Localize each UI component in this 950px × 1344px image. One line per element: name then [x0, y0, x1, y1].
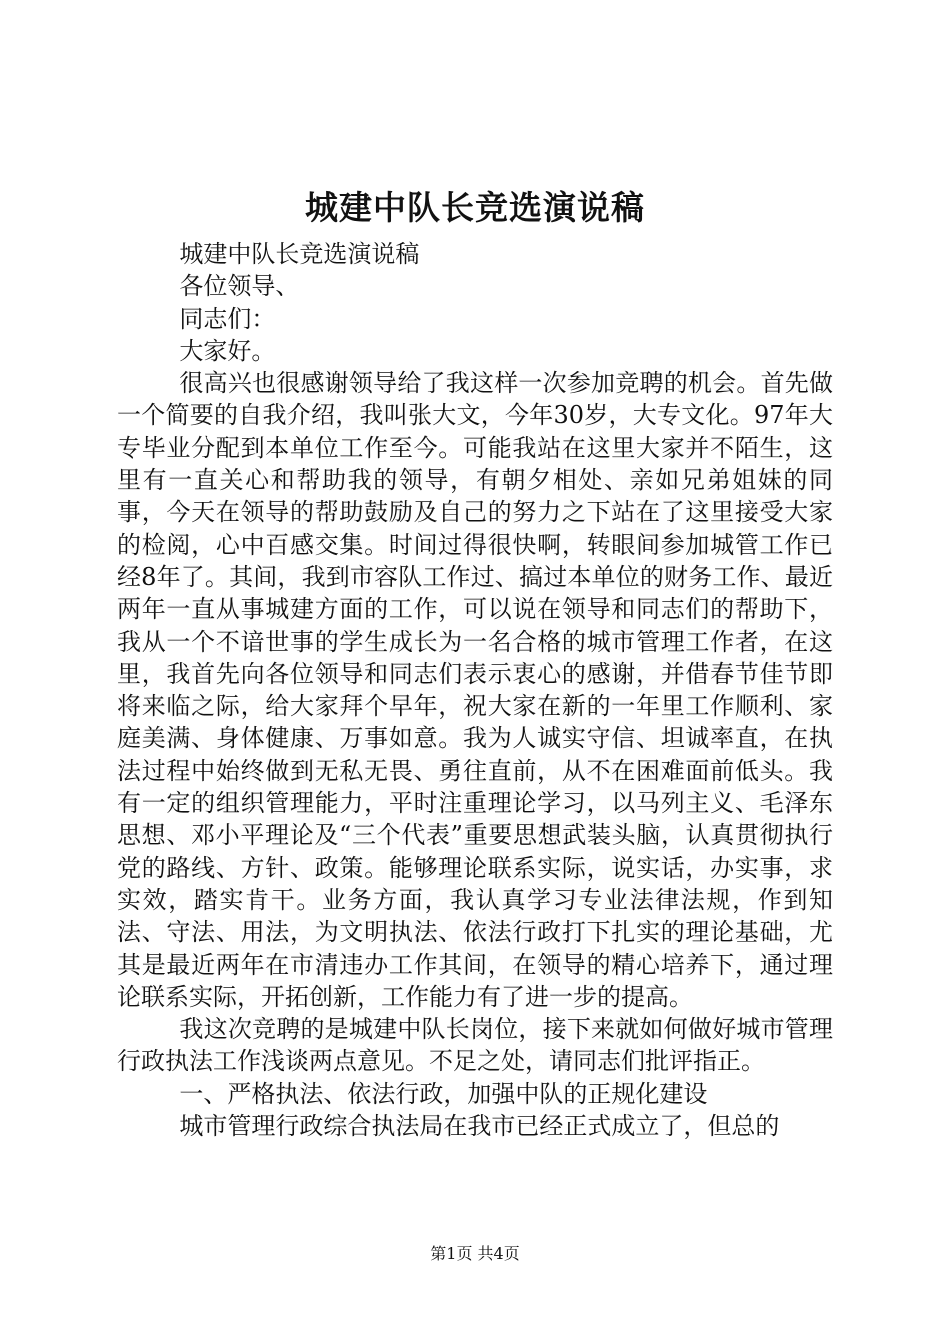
body-paragraph-position: 我这次竞聘的是城建中队长岗位，接下来就如何做好城市管理行政执法工作浅谈两点意见。不足之处，请同志们批评指正。	[117, 1015, 833, 1076]
body-paragraph-section-text: 城市管理行政综合执法局在我市已经正式成立了，但总的	[179, 1112, 780, 1141]
document-body	[117, 238, 833, 1142]
body-paragraph-introduction: 很高兴也很感谢领导给了我这样一次参加竞聘的机会。首先做一个简要的自我介绍，我叫张大文，今年30岁，大专文化。97年大专毕业分配到本单位工作至今。可能我站在这里大家并不陌生，这里有一直关心和帮助我的领导，有朝夕相处、亲如兄弟姐妹的同事，今天在领导的帮助鼓励及自己的努力之下站在了这里接受大家的检阅，心中百感交集。时间过得很快啊，转眼间参加城管工作已经8年了。其间，我到市容队工作过、搞过本单位的财务工作、最近两年一直从事城建方面的工作，可以说在领导和同志们的帮助下，我从一个不谙世事的学生成长为一名合格的城市管理工作者，在这里，我首先向各位领导和同志们表示衷心的感谢，并借春节佳节即将来临之际，给大家拜个早年，祝大家在新的一年里工作顺利、家庭美满、身体健康、万事如意。我为人诚实守信、坦诚率直，在执法过程中始终做到无私无畏、勇往直前，从不在困难面前低头。我有一定的组织管理能力，平时注重理论学习，以马列主义、毛泽东思想、邓小平理论及“三个代表”重要思想武装头脑，认真贯彻执行党的路线、方针、政策。能够理论联系实际，说实话，办实事，求实效，踏实肯干。业务方面，我认真学习专业法律法规，作到知法、守法、用法，为文明执法、依法行政打下扎实的理论基础，尤其是最近两年在市清违办工作其间，在领导的精心培养下，通过理论联系实际，开拓创新，工作能力有了进一步的提高。	[117, 369, 833, 1011]
page-number-footer: 第1页 共4页	[430, 1244, 520, 1263]
document-title: 城建中队长竞选演说稿	[305, 188, 645, 227]
body-paragraph-salutation-comrades: 同志们：	[179, 304, 276, 333]
body-paragraph-section-heading: 一、严格执法、依法行政，加强中队的正规化建设	[179, 1079, 708, 1108]
body-paragraph-greeting: 大家好。	[179, 336, 276, 365]
body-paragraph-heading: 城建中队长竞选演说稿	[179, 240, 420, 268]
body-paragraph-salutation-leaders: 各位领导、	[179, 272, 300, 301]
